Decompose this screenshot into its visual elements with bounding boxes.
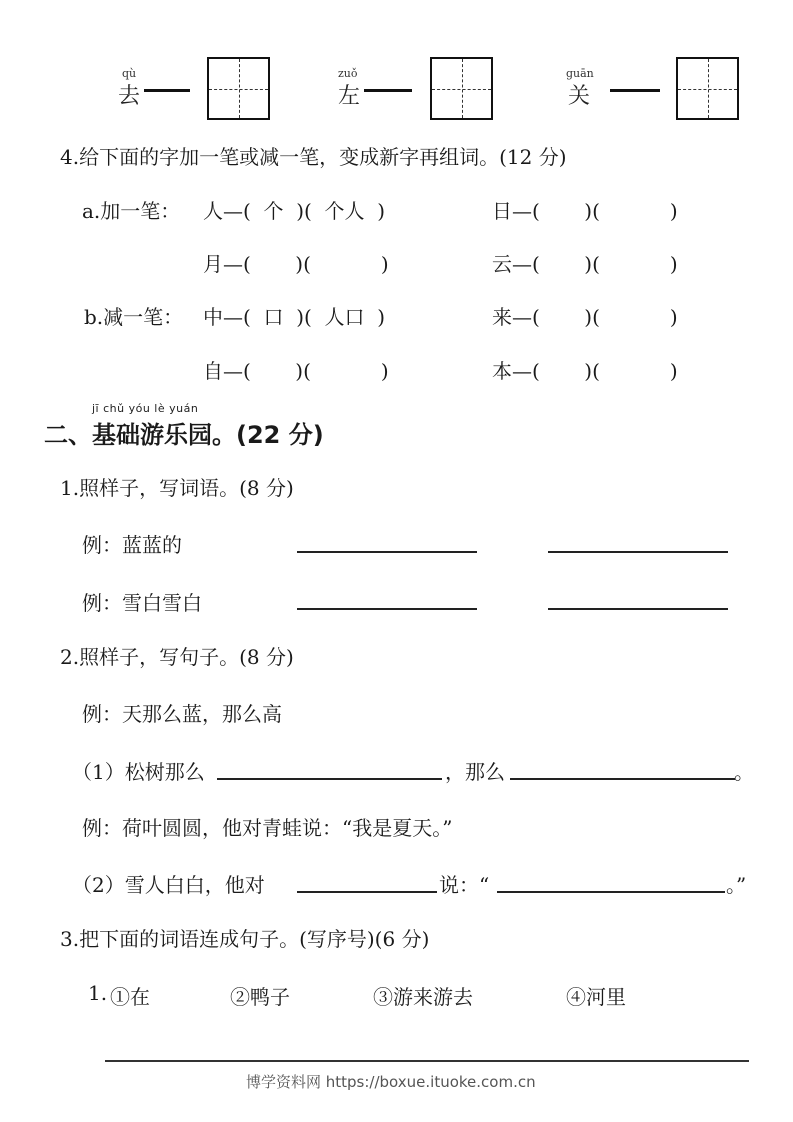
q1-example-1: 例：蓝蓝的 — [82, 533, 182, 557]
q3-word-2: ②鸭子 — [230, 985, 290, 1009]
answer-blank[interactable] — [297, 608, 477, 610]
q4-row2-right[interactable]: 云—( )( ) — [492, 252, 678, 276]
pinyin: qù — [122, 67, 137, 80]
answer-blank[interactable] — [497, 891, 725, 893]
section2-title: 二、基础游乐园。(22 分) — [44, 421, 324, 449]
answer-blank[interactable] — [510, 778, 735, 780]
pinyin: zuǒ — [338, 67, 358, 80]
q4-a-label: a.加一笔： — [82, 199, 181, 223]
q4-row4-left[interactable]: 自—( )( ) — [203, 359, 389, 383]
q2-example-1: 例：天那么蓝，那么高 — [82, 702, 282, 726]
answer-blank[interactable] — [297, 551, 477, 553]
q3-word-1: ①在 — [110, 985, 150, 1009]
q1-example-2: 例：雪白雪白 — [82, 591, 202, 615]
answer-blank[interactable] — [217, 778, 442, 780]
q4-row3-left[interactable]: 中—( 口 )( 人口 ) — [203, 305, 386, 329]
section2-pinyin: jī chǔ yóu lè yuán — [92, 402, 199, 415]
q1-title: 1.照样子，写词语。(8 分) — [60, 476, 294, 500]
hanzi: 左 — [338, 84, 361, 109]
q3-word-3: ③游来游去 — [373, 985, 473, 1009]
footer-text[interactable]: 博学资料网 https://boxue.ituoke.com.cn — [246, 1073, 536, 1091]
q2-item1-end: 。 — [734, 760, 754, 784]
answer-blank[interactable] — [548, 608, 728, 610]
q4-title: 4.给下面的字加一笔或减一笔，变成新字再组词。(12 分) — [60, 145, 567, 169]
hanzi: 去 — [118, 84, 141, 109]
q2-item2-prefix: （2）雪人白白，他对 — [72, 873, 265, 897]
q4-row4-right[interactable]: 本—( )( ) — [492, 359, 678, 383]
q2-title: 2.照样子，写句子。(8 分) — [60, 645, 294, 669]
q4-b-label: b.减一笔： — [84, 305, 184, 329]
writing-grid-box[interactable] — [676, 57, 739, 120]
q2-example-2: 例：荷叶圆圆，他对青蛙说：“我是夏天。” — [82, 816, 453, 840]
q2-item1-mid: ，那么 — [445, 760, 505, 784]
dash-line — [144, 89, 190, 92]
q2-item1-prefix: （1）松树那么 — [72, 760, 205, 784]
writing-grid-box[interactable] — [430, 57, 493, 120]
answer-blank[interactable] — [297, 891, 437, 893]
q3-word-4: ④河里 — [566, 985, 626, 1009]
pinyin: guān — [566, 67, 594, 80]
q2-item2-mid: 说：“ — [439, 873, 490, 897]
q2-item2-end: 。” — [726, 873, 747, 897]
q4-row3-right[interactable]: 来—( )( ) — [492, 305, 678, 329]
answer-blank[interactable] — [548, 551, 728, 553]
dash-line — [364, 89, 412, 92]
hanzi: 关 — [568, 84, 591, 109]
writing-grid-box[interactable] — [207, 57, 270, 120]
footer-divider — [105, 1060, 749, 1062]
q3-item-number: 1. — [88, 981, 108, 1005]
q4-row1-right[interactable]: 日—( )( ) — [492, 199, 678, 223]
q3-title: 3.把下面的词语连成句子。(写序号)(6 分) — [60, 927, 430, 951]
dash-line — [610, 89, 660, 92]
q4-row1-left[interactable]: 人—( 个 )( 个人 ) — [203, 199, 386, 223]
q4-row2-left[interactable]: 月—( )( ) — [203, 252, 389, 276]
